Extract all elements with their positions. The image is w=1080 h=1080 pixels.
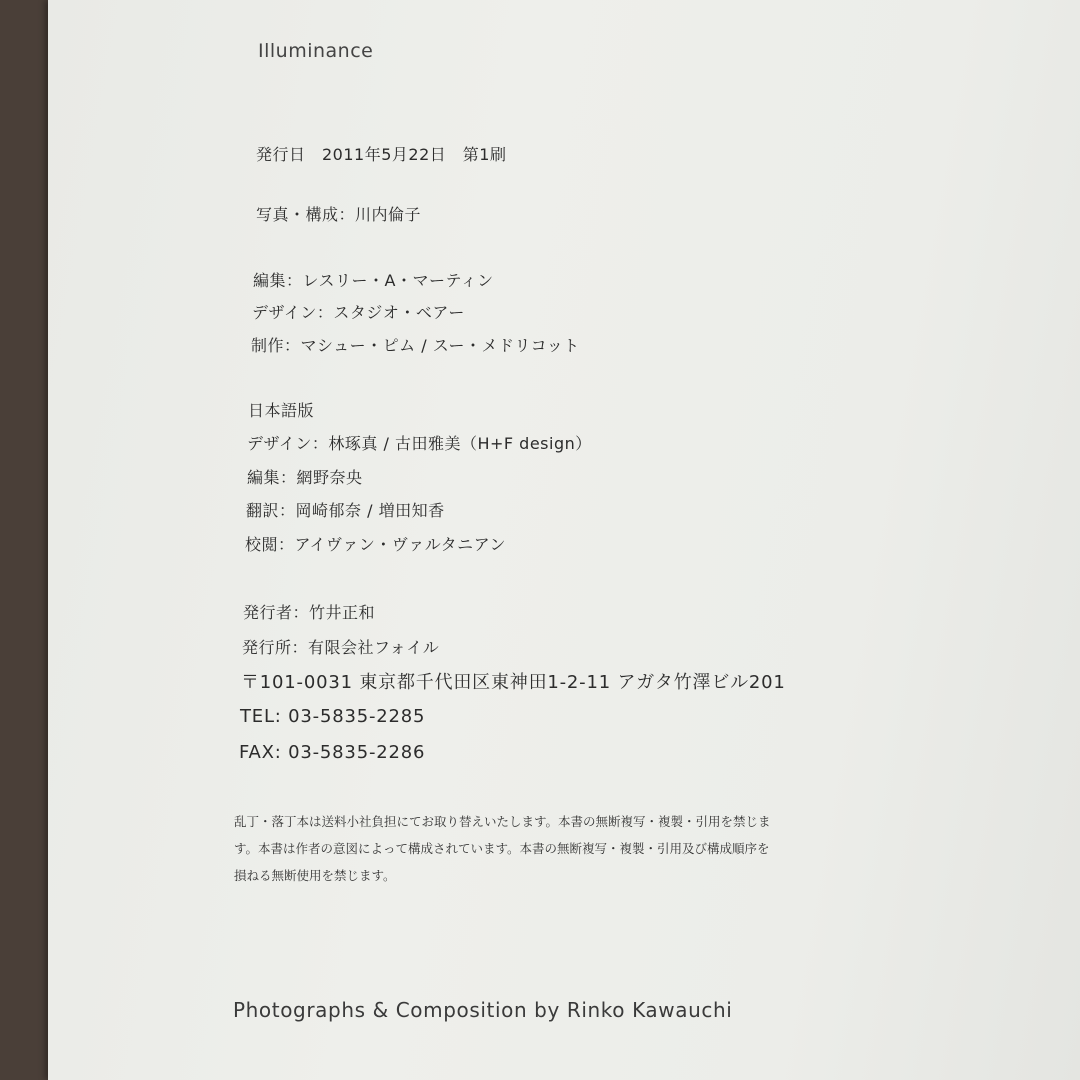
copyright-notice	[234, 808, 874, 889]
issue-date: 発行日 2011年5月22日 第1刷	[256, 145, 507, 164]
colophon-page	[48, 0, 1080, 1080]
notice-line: す。本書は作者の意図によって構成されています。本書の無断複写・複製・引用及び構成順序を	[234, 841, 770, 856]
notice-line: 乱丁・落丁本は送料小社負担にてお取り替えいたします。本書の無断複写・複製・引用を禁じま	[234, 814, 771, 829]
notice-line: 損ねる無断使用を禁じます。	[234, 868, 396, 883]
design-credit: デザイン：スタジオ・ベアー	[252, 303, 465, 322]
publisher-address: 〒101-0031 東京都千代田区東神田1-2-11 アガタ竹澤ビル201	[241, 672, 786, 693]
jp-editing-credit: 編集：網野奈央	[247, 468, 363, 487]
photo-composition-credit: 写真・構成：川内倫子	[256, 205, 422, 224]
publisher-tel: TEL: 03-5835-2285	[240, 706, 426, 727]
book-title: Illuminance	[258, 40, 374, 62]
jp-design-credit: デザイン：林琢真 / 古田雅美（H+F design）	[247, 434, 592, 453]
publisher-fax: FAX: 03-5835-2286	[239, 742, 426, 763]
jp-translation-credit: 翻訳：岡崎郁奈 / 増田知香	[246, 501, 445, 520]
photographer-credit: Photographs & Composition by Rinko Kawauchi	[233, 998, 733, 1022]
publishing-office: 発行所：有限会社フォイル	[242, 638, 440, 657]
japanese-edition-heading: 日本語版	[248, 401, 315, 420]
publisher-name: 発行者：竹井正和	[243, 603, 376, 622]
production-credit: 制作：マシュー・ピム / スー・メドリコット	[251, 336, 580, 355]
jp-proofreading-credit: 校閲：アイヴァン・ヴァルタニアン	[245, 535, 506, 554]
editing-credit: 編集：レスリー・A・マーティン	[253, 271, 494, 290]
